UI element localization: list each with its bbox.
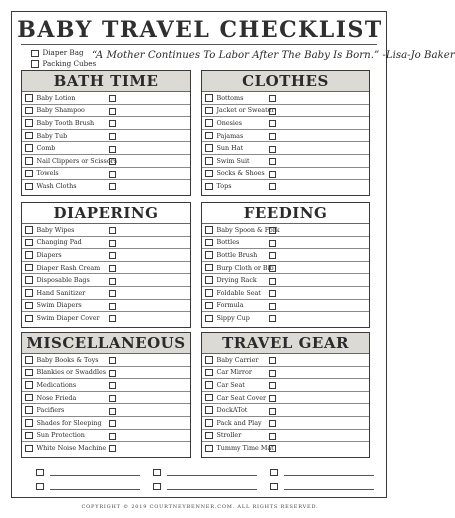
item-label: Socks & Shoes <box>216 169 265 178</box>
list-item[interactable] <box>202 155 369 168</box>
title-rule <box>21 44 377 45</box>
checkbox[interactable] <box>25 289 33 297</box>
checkbox[interactable] <box>205 276 213 284</box>
secondary-checkbox[interactable] <box>269 133 276 140</box>
list-item[interactable] <box>22 249 190 262</box>
secondary-checkbox[interactable] <box>109 252 116 259</box>
list-item[interactable] <box>202 92 369 105</box>
write-in-item[interactable] <box>36 483 149 493</box>
checkbox[interactable] <box>205 132 213 140</box>
item-label: Nail Clippers or Scissors <box>36 156 118 165</box>
write-in-line[interactable] <box>167 475 257 476</box>
checkbox[interactable] <box>153 483 161 491</box>
item-label: Onesies <box>216 118 243 127</box>
item-label: Baby Lotion <box>36 93 76 102</box>
secondary-checkbox[interactable] <box>269 252 276 259</box>
secondary-checkbox[interactable] <box>269 290 276 297</box>
section-bath-time <box>21 70 191 196</box>
secondary-checkbox[interactable] <box>109 290 116 297</box>
top-checklist <box>31 48 96 69</box>
item-label: Stroller <box>216 431 242 440</box>
checkbox[interactable] <box>205 226 213 234</box>
checkbox[interactable] <box>25 107 33 115</box>
list-item[interactable] <box>22 155 190 168</box>
checkbox[interactable] <box>205 289 213 297</box>
list-item[interactable] <box>202 354 369 367</box>
checkbox[interactable] <box>25 302 33 310</box>
item-label: Car Seat Cover <box>216 393 267 402</box>
write-in-line[interactable] <box>284 489 374 490</box>
secondary-checkbox[interactable] <box>269 420 276 427</box>
item-label: Sun Protection <box>36 431 85 440</box>
section-title: BATH TIME <box>22 71 190 92</box>
checkbox[interactable] <box>25 315 33 323</box>
checkbox[interactable] <box>205 107 213 115</box>
checkbox[interactable] <box>205 144 213 152</box>
item-label: Burp Cloth or Bib <box>216 263 274 272</box>
checkbox[interactable] <box>25 264 33 272</box>
checkbox[interactable] <box>25 157 33 165</box>
secondary-checkbox[interactable] <box>269 240 276 247</box>
checkbox[interactable] <box>205 381 213 389</box>
checkbox[interactable] <box>25 170 33 178</box>
section-feeding <box>201 202 370 328</box>
list-item[interactable] <box>22 430 190 443</box>
item-label: White Noise Machine <box>36 444 107 453</box>
top-check-label: Diaper Bag <box>42 48 84 57</box>
checkbox[interactable] <box>25 144 33 152</box>
checkbox[interactable] <box>25 381 33 389</box>
checkbox[interactable] <box>205 445 213 453</box>
item-label: Jacket or Sweater <box>216 106 275 115</box>
item-label: Diaper Rash Cream <box>36 263 101 272</box>
list-item[interactable] <box>202 237 369 250</box>
checkbox[interactable] <box>205 394 213 402</box>
list-item[interactable] <box>202 274 369 287</box>
write-in-item[interactable] <box>36 469 149 479</box>
item-label: Swim Diapers <box>36 301 82 310</box>
item-label: Baby Wipes <box>36 225 75 234</box>
list-item[interactable] <box>202 404 369 417</box>
item-label: Car Mirror <box>216 368 252 377</box>
list-item[interactable] <box>22 224 190 237</box>
item-label: Sippy Cup <box>216 314 250 323</box>
item-label: Nose Frieda <box>36 393 77 402</box>
item-label: Shades for Sleeping <box>36 418 102 427</box>
item-label: Diapers <box>36 250 62 259</box>
item-label: Bottoms <box>216 93 244 102</box>
item-label: Comb <box>36 144 56 153</box>
checkbox[interactable] <box>205 315 213 323</box>
checkbox[interactable] <box>205 356 213 364</box>
checkbox[interactable] <box>25 356 33 364</box>
list-item[interactable] <box>202 300 369 313</box>
list-item[interactable] <box>22 92 190 105</box>
list-item[interactable] <box>22 180 190 193</box>
secondary-checkbox[interactable] <box>109 158 116 165</box>
secondary-checkbox[interactable] <box>109 146 116 153</box>
checkbox[interactable] <box>31 50 39 58</box>
secondary-checkbox[interactable] <box>109 240 116 247</box>
secondary-checkbox[interactable] <box>109 108 116 115</box>
top-check-label: Packing Cubes <box>42 58 97 68</box>
secondary-checkbox[interactable] <box>109 357 116 364</box>
item-list <box>202 92 369 193</box>
list-item[interactable] <box>202 180 369 193</box>
write-in-line[interactable] <box>167 489 257 490</box>
item-label: Pack and Play <box>216 418 262 427</box>
item-label: Baby Shampoo <box>36 106 85 115</box>
secondary-checkbox[interactable] <box>269 158 276 165</box>
secondary-checkbox[interactable] <box>109 395 116 402</box>
section-title: CLOTHES <box>202 71 369 92</box>
list-item[interactable] <box>22 130 190 143</box>
secondary-checkbox[interactable] <box>109 171 116 178</box>
checkbox[interactable] <box>25 119 33 127</box>
checkbox[interactable] <box>25 239 33 247</box>
checkbox[interactable] <box>36 469 44 477</box>
secondary-checkbox[interactable] <box>109 445 116 452</box>
item-label: Swim Suit <box>216 156 250 165</box>
list-item[interactable] <box>22 300 190 313</box>
list-item[interactable] <box>202 417 369 430</box>
checkbox[interactable] <box>205 419 213 427</box>
checkbox[interactable] <box>25 94 33 102</box>
secondary-checkbox[interactable] <box>269 278 276 285</box>
list-item[interactable] <box>202 168 369 181</box>
list-item[interactable] <box>22 237 190 250</box>
list-item[interactable] <box>202 430 369 443</box>
checkbox[interactable] <box>25 276 33 284</box>
item-label: Sun Hat <box>216 144 244 153</box>
list-item[interactable] <box>22 367 190 380</box>
item-label: Baby Tub <box>36 131 68 140</box>
item-label: Baby Tooth Brush <box>36 118 95 127</box>
secondary-checkbox[interactable] <box>269 171 276 178</box>
list-item[interactable] <box>202 287 369 300</box>
list-item[interactable] <box>22 379 190 392</box>
list-item[interactable] <box>22 354 190 367</box>
item-label: Pajamas <box>216 131 244 140</box>
write-in-item[interactable] <box>270 469 383 479</box>
checkbox[interactable] <box>205 239 213 247</box>
list-item[interactable] <box>202 262 369 275</box>
secondary-checkbox[interactable] <box>109 382 116 389</box>
secondary-checkbox[interactable] <box>109 265 116 272</box>
checkbox[interactable] <box>25 226 33 234</box>
write-in-item[interactable] <box>153 469 266 479</box>
list-item[interactable] <box>202 442 369 455</box>
item-label: Baby Spoon & Fork <box>216 225 280 234</box>
checkbox[interactable] <box>205 94 213 102</box>
list-item[interactable] <box>202 379 369 392</box>
checkbox[interactable] <box>205 119 213 127</box>
item-label: Car Seat <box>216 380 245 389</box>
list-item[interactable] <box>22 287 190 300</box>
write-in-row <box>36 480 387 492</box>
quote: “A Mother Continues To Labor After The Baby Is Born.” -Lisa-Jo Baker <box>92 50 455 61</box>
secondary-checkbox[interactable] <box>109 420 116 427</box>
secondary-checkbox[interactable] <box>109 120 116 127</box>
checkbox[interactable] <box>270 483 278 491</box>
list-item[interactable] <box>202 130 369 143</box>
secondary-checkbox[interactable] <box>109 408 116 415</box>
secondary-checkbox[interactable] <box>109 183 116 190</box>
secondary-checkbox[interactable] <box>269 95 276 102</box>
checkbox[interactable] <box>205 264 213 272</box>
section-travel-gear <box>201 332 370 458</box>
section-diapering <box>21 202 191 328</box>
list-item[interactable] <box>22 168 190 181</box>
list-item[interactable] <box>22 417 190 430</box>
checkbox[interactable] <box>205 302 213 310</box>
item-label: Blankies or Swaddles <box>36 368 107 377</box>
item-label: Towels <box>36 169 59 178</box>
list-item[interactable] <box>202 312 369 325</box>
checkbox[interactable] <box>205 170 213 178</box>
list-item[interactable] <box>22 404 190 417</box>
checkbox[interactable] <box>205 183 213 191</box>
secondary-checkbox[interactable] <box>109 278 116 285</box>
list-item[interactable] <box>202 392 369 405</box>
secondary-checkbox[interactable] <box>269 120 276 127</box>
section-title: DIAPERING <box>22 203 190 224</box>
item-label: Drying Rack <box>216 276 257 285</box>
secondary-checkbox[interactable] <box>269 408 276 415</box>
checkbox[interactable] <box>25 394 33 402</box>
list-item[interactable] <box>202 105 369 118</box>
item-list <box>22 224 190 325</box>
list-item[interactable] <box>202 117 369 130</box>
checkbox[interactable] <box>25 419 33 427</box>
item-label: Bottle Brush <box>216 250 258 259</box>
secondary-checkbox[interactable] <box>109 227 116 234</box>
section-title: FEEDING <box>202 203 369 224</box>
checkbox[interactable] <box>25 132 33 140</box>
secondary-checkbox[interactable] <box>109 370 116 377</box>
list-item[interactable] <box>22 142 190 155</box>
checkbox[interactable] <box>25 183 33 191</box>
item-label: Pacifiers <box>36 406 65 415</box>
checkbox[interactable] <box>205 157 213 165</box>
item-label: Disposable Bags <box>36 276 90 285</box>
write-in-item[interactable] <box>153 483 266 493</box>
item-list <box>202 224 369 325</box>
item-list <box>202 354 369 455</box>
copyright-footer: COPYRIGHT © 2019 COURTNEYBENNER.COM. ALL RIGHTS RESERVED. <box>81 504 319 510</box>
checkbox[interactable] <box>31 60 39 68</box>
page-title: BABY TRAVEL CHECKLIST <box>17 17 383 43</box>
checkbox[interactable] <box>25 432 33 440</box>
list-item[interactable] <box>22 392 190 405</box>
secondary-checkbox[interactable] <box>269 146 276 153</box>
item-label: Baby Books & Toys <box>36 355 99 364</box>
item-label: Medications <box>36 380 77 389</box>
list-item[interactable] <box>22 105 190 118</box>
item-label: Swim Diaper Cover <box>36 314 100 323</box>
checkbox[interactable] <box>25 406 33 414</box>
section-title: TRAVEL GEAR <box>202 333 369 354</box>
secondary-checkbox[interactable] <box>269 108 276 115</box>
section-title: MISCELLANEOUS <box>22 333 190 354</box>
secondary-checkbox[interactable] <box>269 445 276 452</box>
checkbox[interactable] <box>25 251 33 259</box>
list-item[interactable] <box>22 117 190 130</box>
checkbox[interactable] <box>153 469 161 477</box>
item-label: Wash Cloths <box>36 182 77 191</box>
item-label: Changing Pad <box>36 238 82 247</box>
item-label: Tops <box>216 182 232 191</box>
item-label: DockATot <box>216 406 248 415</box>
item-label: Bottles <box>216 238 240 247</box>
checkbox[interactable] <box>205 369 213 377</box>
list-item[interactable] <box>22 442 190 455</box>
item-label: Formula <box>216 301 244 310</box>
checkbox[interactable] <box>25 369 33 377</box>
secondary-checkbox[interactable] <box>109 433 116 440</box>
list-item[interactable] <box>202 142 369 155</box>
checkbox[interactable] <box>25 445 33 453</box>
list-item[interactable] <box>202 224 369 237</box>
secondary-checkbox[interactable] <box>269 183 276 190</box>
write-in-item[interactable] <box>270 483 383 493</box>
list-item[interactable] <box>22 312 190 325</box>
secondary-checkbox[interactable] <box>269 227 276 234</box>
secondary-checkbox[interactable] <box>269 395 276 402</box>
secondary-checkbox[interactable] <box>269 433 276 440</box>
item-label: Tummy Time Mat <box>216 444 274 453</box>
secondary-checkbox[interactable] <box>109 303 116 310</box>
checkbox[interactable] <box>205 251 213 259</box>
item-label: Hand Sanitizer <box>36 288 86 297</box>
section-miscellaneous <box>21 332 191 458</box>
write-in-line[interactable] <box>50 489 140 490</box>
secondary-checkbox[interactable] <box>269 370 276 377</box>
list-item[interactable] <box>22 262 190 275</box>
checkbox[interactable] <box>205 432 213 440</box>
secondary-checkbox[interactable] <box>269 303 276 310</box>
checkbox[interactable] <box>270 469 278 477</box>
list-item[interactable] <box>202 367 369 380</box>
secondary-checkbox[interactable] <box>269 382 276 389</box>
list-item[interactable] <box>202 249 369 262</box>
checkbox[interactable] <box>36 483 44 491</box>
secondary-checkbox[interactable] <box>269 357 276 364</box>
top-check-item[interactable] <box>31 48 96 59</box>
secondary-checkbox[interactable] <box>269 315 276 322</box>
secondary-checkbox[interactable] <box>109 95 116 102</box>
section-clothes <box>201 70 370 196</box>
checkbox[interactable] <box>205 406 213 414</box>
item-label: Baby Carrier <box>216 355 259 364</box>
top-check-item[interactable] <box>31 59 96 70</box>
item-list <box>22 92 190 193</box>
secondary-checkbox[interactable] <box>269 265 276 272</box>
write-in-row <box>36 466 387 478</box>
item-label: Foldable Seat <box>216 288 261 297</box>
list-item[interactable] <box>22 274 190 287</box>
secondary-checkbox[interactable] <box>109 133 116 140</box>
secondary-checkbox[interactable] <box>109 315 116 322</box>
item-list <box>22 354 190 455</box>
write-in-line[interactable] <box>284 475 374 476</box>
write-in-line[interactable] <box>50 475 140 476</box>
write-in-area <box>36 466 387 494</box>
